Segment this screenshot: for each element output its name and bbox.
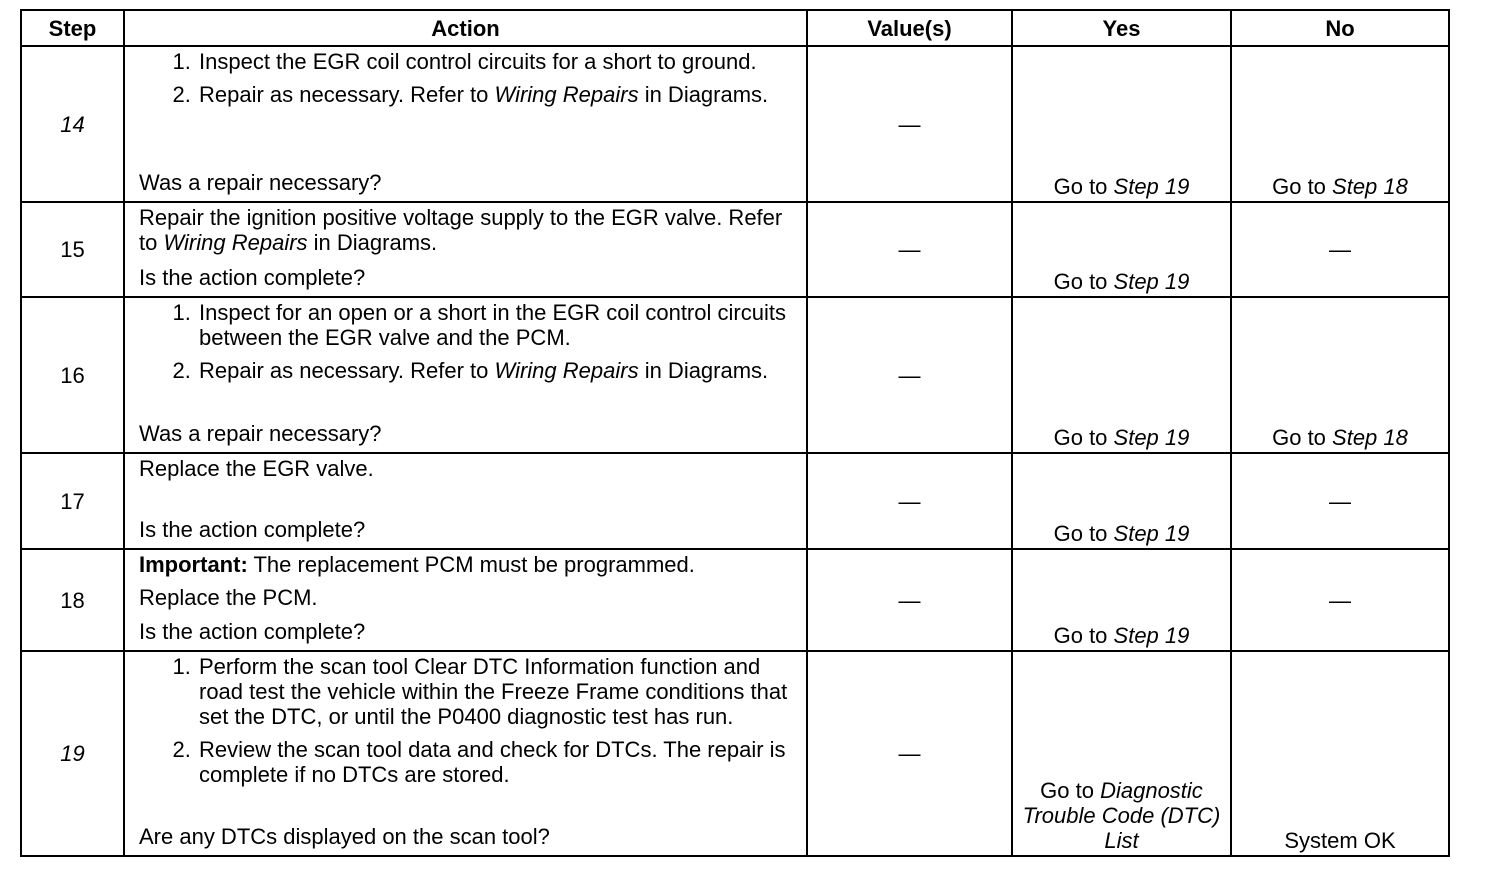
header-row bbox=[21, 10, 1449, 46]
go-to-step-link[interactable]: Step 18 bbox=[1332, 425, 1408, 450]
action-list bbox=[139, 49, 794, 115]
go-to-step-link[interactable]: Step 18 bbox=[1332, 174, 1408, 199]
action-list bbox=[139, 300, 794, 391]
list-item: 1. Perform the scan tool Clear DTC Information function and road test the vehicle within the Freeze Frame conditions that set the DTC, or until the P0400 diagnostic test has run. bbox=[197, 654, 794, 729]
no-cell: — bbox=[1231, 453, 1449, 549]
list-item: 1. Inspect the EGR coil control circuits for a short to ground. bbox=[197, 49, 794, 74]
important-label: Important: bbox=[139, 552, 248, 577]
action-question: Is the action complete? bbox=[139, 619, 366, 644]
no-cell: — bbox=[1231, 549, 1449, 651]
table-row-step-16 bbox=[21, 297, 1449, 453]
header-step: Step bbox=[21, 10, 124, 46]
action-question: Are any DTCs displayed on the scan tool? bbox=[139, 824, 550, 849]
action-list bbox=[139, 654, 794, 795]
action-cell bbox=[124, 297, 807, 453]
table-row-step-17 bbox=[21, 453, 1449, 549]
action-question: Was a repair necessary? bbox=[139, 170, 382, 195]
no-cell: Go to Step 18 bbox=[1231, 46, 1449, 202]
header-yes: Yes bbox=[1012, 10, 1231, 46]
action-cell bbox=[124, 549, 807, 651]
header-values: Value(s) bbox=[807, 10, 1012, 46]
step-number: 15 bbox=[21, 202, 124, 297]
step-number: 18 bbox=[21, 549, 124, 651]
diagnostic-table bbox=[20, 9, 1450, 857]
important-note: Important: The replacement PCM must be programmed. bbox=[139, 552, 695, 577]
no-cell: — bbox=[1231, 202, 1449, 297]
go-to-step-link[interactable]: Step 19 bbox=[1113, 623, 1190, 648]
go-to-step-link[interactable]: Step 19 bbox=[1113, 521, 1190, 546]
yes-cell: Go to Step 19 bbox=[1012, 202, 1231, 297]
value-cell: — bbox=[807, 651, 1012, 856]
action-question: Is the action complete? bbox=[139, 517, 366, 542]
value-cell: — bbox=[807, 46, 1012, 202]
value-cell: — bbox=[807, 297, 1012, 453]
value-cell: — bbox=[807, 202, 1012, 297]
list-item: 2. Repair as necessary. Refer to Wiring Repairs in Diagrams. bbox=[197, 82, 794, 107]
yes-cell: Go to Step 19 bbox=[1012, 549, 1231, 651]
step-number: 14 bbox=[21, 46, 124, 202]
step-number: 17 bbox=[21, 453, 124, 549]
header-action: Action bbox=[124, 10, 807, 46]
table-row-step-19 bbox=[21, 651, 1449, 856]
list-item: 1. Inspect for an open or a short in the EGR coil control circuits between the EGR valve and the PCM. bbox=[197, 300, 794, 350]
action-cell bbox=[124, 651, 807, 856]
action-text: Repair the ignition positive voltage supply to the EGR valve. Refer to Wiring Repairs in Diagrams. bbox=[139, 205, 783, 255]
action-text: Replace the EGR valve. bbox=[139, 456, 374, 481]
no-cell: System OK bbox=[1231, 651, 1449, 856]
header-no: No bbox=[1231, 10, 1449, 46]
no-cell: Go to Step 18 bbox=[1231, 297, 1449, 453]
go-to-step-link[interactable]: Step 19 bbox=[1113, 425, 1190, 450]
go-to-step-link[interactable]: Step 19 bbox=[1113, 174, 1190, 199]
action-question: Was a repair necessary? bbox=[139, 421, 382, 446]
action-cell bbox=[124, 453, 807, 549]
yes-cell: Go to Diagnostic Trouble Code (DTC) List bbox=[1012, 651, 1231, 856]
go-to-step-link[interactable]: Step 19 bbox=[1113, 269, 1190, 294]
step-number: 19 bbox=[21, 651, 124, 856]
yes-cell: Go to Step 19 bbox=[1012, 46, 1231, 202]
action-cell bbox=[124, 46, 807, 202]
action-cell bbox=[124, 202, 807, 297]
list-item: 2. Review the scan tool data and check for DTCs. The repair is complete if no DTCs are stored. bbox=[197, 737, 794, 787]
yes-cell: Go to Step 19 bbox=[1012, 297, 1231, 453]
action-text: Replace the PCM. bbox=[139, 585, 318, 610]
wiring-repairs-ref: Wiring Repairs bbox=[163, 230, 308, 255]
yes-cell: Go to Step 19 bbox=[1012, 453, 1231, 549]
dtc-list-link[interactable]: Diagnostic Trouble Code (DTC) List bbox=[1022, 778, 1221, 853]
wiring-repairs-ref: Wiring Repairs bbox=[494, 358, 639, 383]
value-cell: — bbox=[807, 549, 1012, 651]
table-row-step-18 bbox=[21, 549, 1449, 651]
table-row-step-15 bbox=[21, 202, 1449, 297]
wiring-repairs-ref: Wiring Repairs bbox=[494, 82, 639, 107]
action-question: Is the action complete? bbox=[139, 265, 366, 290]
step-number: 16 bbox=[21, 297, 124, 453]
table-row-step-14 bbox=[21, 46, 1449, 202]
value-cell: — bbox=[807, 453, 1012, 549]
list-item: 2. Repair as necessary. Refer to Wiring Repairs in Diagrams. bbox=[197, 358, 794, 383]
